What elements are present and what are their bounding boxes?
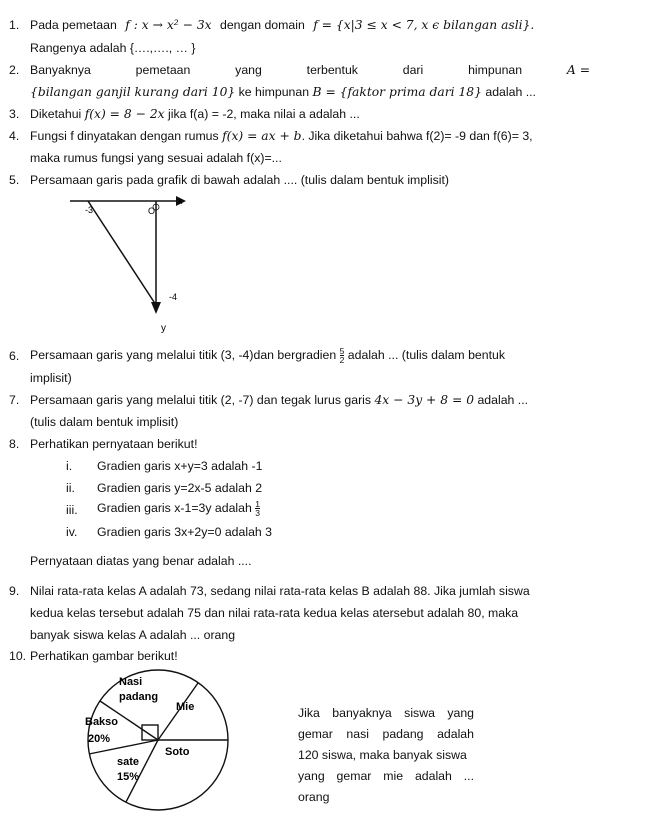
q1-line2: Rangenya adalah {….,…., … } xyxy=(30,41,196,55)
origin-label: O xyxy=(148,206,156,216)
y-axis-label: y xyxy=(161,323,166,334)
pie-label-soto: Soto xyxy=(165,746,190,758)
q8-item-text: Gradien garis x+y=3 adalah -1 xyxy=(97,459,263,473)
q8-number: 8. xyxy=(9,437,20,451)
q3-number: 3. xyxy=(9,107,20,121)
pie-label-sate-pct: 15% xyxy=(117,771,140,783)
q6-frac-num: 5 xyxy=(339,346,345,357)
q6-number: 6. xyxy=(9,349,20,363)
q10-side-line1 xyxy=(298,706,474,720)
q8-item-roman: i. xyxy=(66,459,73,473)
q10-side-line4 xyxy=(298,769,474,783)
q9-line2: kedua kelas tersebut adalah 75 dan nilai rata-rata kedua kelas atersebut adalah 80, maka xyxy=(30,606,519,620)
q4-line1 xyxy=(30,129,533,143)
q3-text-b: jika f(a) = -2, maka nilai a adalah ... xyxy=(168,107,360,121)
q7-line1 xyxy=(30,393,528,407)
q7-line2: (tulis dalam bentuk implisit) xyxy=(30,415,179,429)
q2-number: 2. xyxy=(9,63,20,77)
q10-side-word: mie xyxy=(383,769,404,783)
y-intercept-label: -4 xyxy=(169,292,178,302)
pie-label-bakso: Bakso xyxy=(85,716,119,728)
q9-line1: Nilai rata-rata kelas A adalah 73, sedang nilai rata-rata kelas B adalah 88. Jika jumlah siswa xyxy=(30,584,530,598)
q2-line2 xyxy=(30,85,536,99)
q2-word: dari xyxy=(402,63,424,77)
q6-line2: implisit) xyxy=(30,371,72,385)
q4-number: 4. xyxy=(9,129,20,143)
q10-side-word: yang xyxy=(447,706,474,720)
q9-number: 9. xyxy=(9,584,20,598)
q8-item-text: Gradien garis 3x+2y=0 adalah 3 xyxy=(97,525,273,539)
q4-function: f(x) = ax + b xyxy=(222,129,302,143)
q10-side-word: ... xyxy=(463,769,474,783)
q10-side-word: adalah xyxy=(414,769,452,783)
q10-side-word: nasi xyxy=(346,727,369,741)
q8-gradient-fraction xyxy=(255,500,260,517)
x-intercept-label: -3 xyxy=(85,205,94,215)
pie-label-mie: Mie xyxy=(176,701,195,713)
q7-text-b: adalah ... xyxy=(477,393,529,407)
graph-line xyxy=(88,201,156,305)
q1-text-b: dengan domain xyxy=(220,18,305,32)
q10-side-word: yang xyxy=(298,769,325,783)
q2-text: ke himpunan xyxy=(238,85,310,99)
q8-footer: Pernyataan diatas yang benar adalah .... xyxy=(30,554,252,568)
q10-side-word: siswa xyxy=(404,706,435,720)
q8-item-text-row xyxy=(97,498,260,518)
q10-side-word: padang xyxy=(382,727,424,741)
q4-line2: maka rumus fungsi yang sesuai adalah f(x)=... xyxy=(30,151,282,165)
q2-word: himpunan xyxy=(468,63,523,77)
q8-item-text: Gradien garis y=2x-5 adalah 2 xyxy=(97,481,263,495)
q6-text-b: adalah ... (tulis dalam bentuk xyxy=(347,348,506,362)
q2-word: terbentuk xyxy=(306,63,358,77)
q1-number: 1. xyxy=(9,18,20,32)
q10-side-word: adalah xyxy=(437,727,474,741)
q2-word: Banyaknya xyxy=(30,63,91,77)
q2-set-a: A = xyxy=(566,63,590,77)
q8-frac-num: 1 xyxy=(255,499,260,510)
q10-text: Perhatikan gambar berikut! xyxy=(30,649,178,663)
line-graph xyxy=(70,190,220,340)
q8-frac-den: 3 xyxy=(255,508,260,519)
q8-item-text: Gradien garis x-1=3y adalah xyxy=(97,501,252,515)
q8-text: Perhatikan pernyataan berikut! xyxy=(30,437,198,451)
q2-text-end: adalah ... xyxy=(485,85,536,99)
q3-line1 xyxy=(30,107,360,121)
q10-side-line2 xyxy=(298,727,474,741)
q1-line1 xyxy=(30,18,534,32)
q2-line1 xyxy=(30,63,590,77)
q8-item-roman: iv. xyxy=(66,525,78,539)
pie-label-padang: padang xyxy=(119,691,159,703)
q1-function: f : x → x² − 3x xyxy=(125,18,212,32)
q2-word: yang xyxy=(235,63,262,77)
q1-text-a: Pada pemetaan xyxy=(30,18,117,32)
q4-text-b: . Jika diketahui bahwa f(2)= -9 dan f(6)= 3, xyxy=(301,129,533,143)
pie-label-sate: sate xyxy=(117,756,140,768)
q10-side-word: gemar xyxy=(298,727,333,741)
q7-number: 7. xyxy=(9,393,20,407)
q10-side-line5: orang xyxy=(298,790,330,804)
q10-number: 10. xyxy=(9,649,27,663)
q6-frac-den: 2 xyxy=(339,355,345,366)
pie-label-bakso-pct: 20% xyxy=(88,733,111,745)
q10-side-line3: 120 siswa, maka banyak siswa xyxy=(298,748,467,762)
q4-text-a: Fungsi f dinyatakan dengan rumus xyxy=(30,129,219,143)
q6-line1 xyxy=(30,345,590,365)
q2-set-b-def: B = {faktor prima dari 18} xyxy=(312,85,482,99)
q8-item-roman: ii. xyxy=(66,481,75,495)
q10-side-word: gemar xyxy=(336,769,372,783)
q3-function: f(x) = 8 − 2x xyxy=(84,107,165,121)
q6-text-a: Persamaan garis yang melalui titik (3, -4)dan bergradien xyxy=(30,348,337,362)
q5-text: Persamaan garis pada grafik di bawah adalah .... (tulis dalam bentuk implisit) xyxy=(30,173,449,187)
q9-line3: banyak siswa kelas A adalah ... orang xyxy=(30,628,236,642)
q8-item-roman: iii. xyxy=(66,503,78,517)
q2-word: pemetaan xyxy=(135,63,191,77)
q7-text-a: Persamaan garis yang melalui titik (2, -7) dan tegak lurus garis xyxy=(30,393,372,407)
x-axis-label: x xyxy=(178,196,183,206)
q10-side-word: Jika xyxy=(298,706,320,720)
q2-set-a-def: {bilangan ganjil kurang dari 10} xyxy=(30,85,236,99)
pie-chart xyxy=(75,668,240,813)
q3-text-a: Diketahui xyxy=(30,107,82,121)
q5-number: 5. xyxy=(9,173,20,187)
q1-domain: f = {x|3 ≤ x < 7, x ϵ bilangan asli}. xyxy=(313,18,535,32)
q10-side-word: banyaknya xyxy=(332,706,392,720)
q6-gradient-fraction xyxy=(340,347,345,364)
pie-label-nasi: Nasi xyxy=(119,676,143,688)
q7-equation: 4x − 3y + 8 = 0 xyxy=(374,393,475,407)
